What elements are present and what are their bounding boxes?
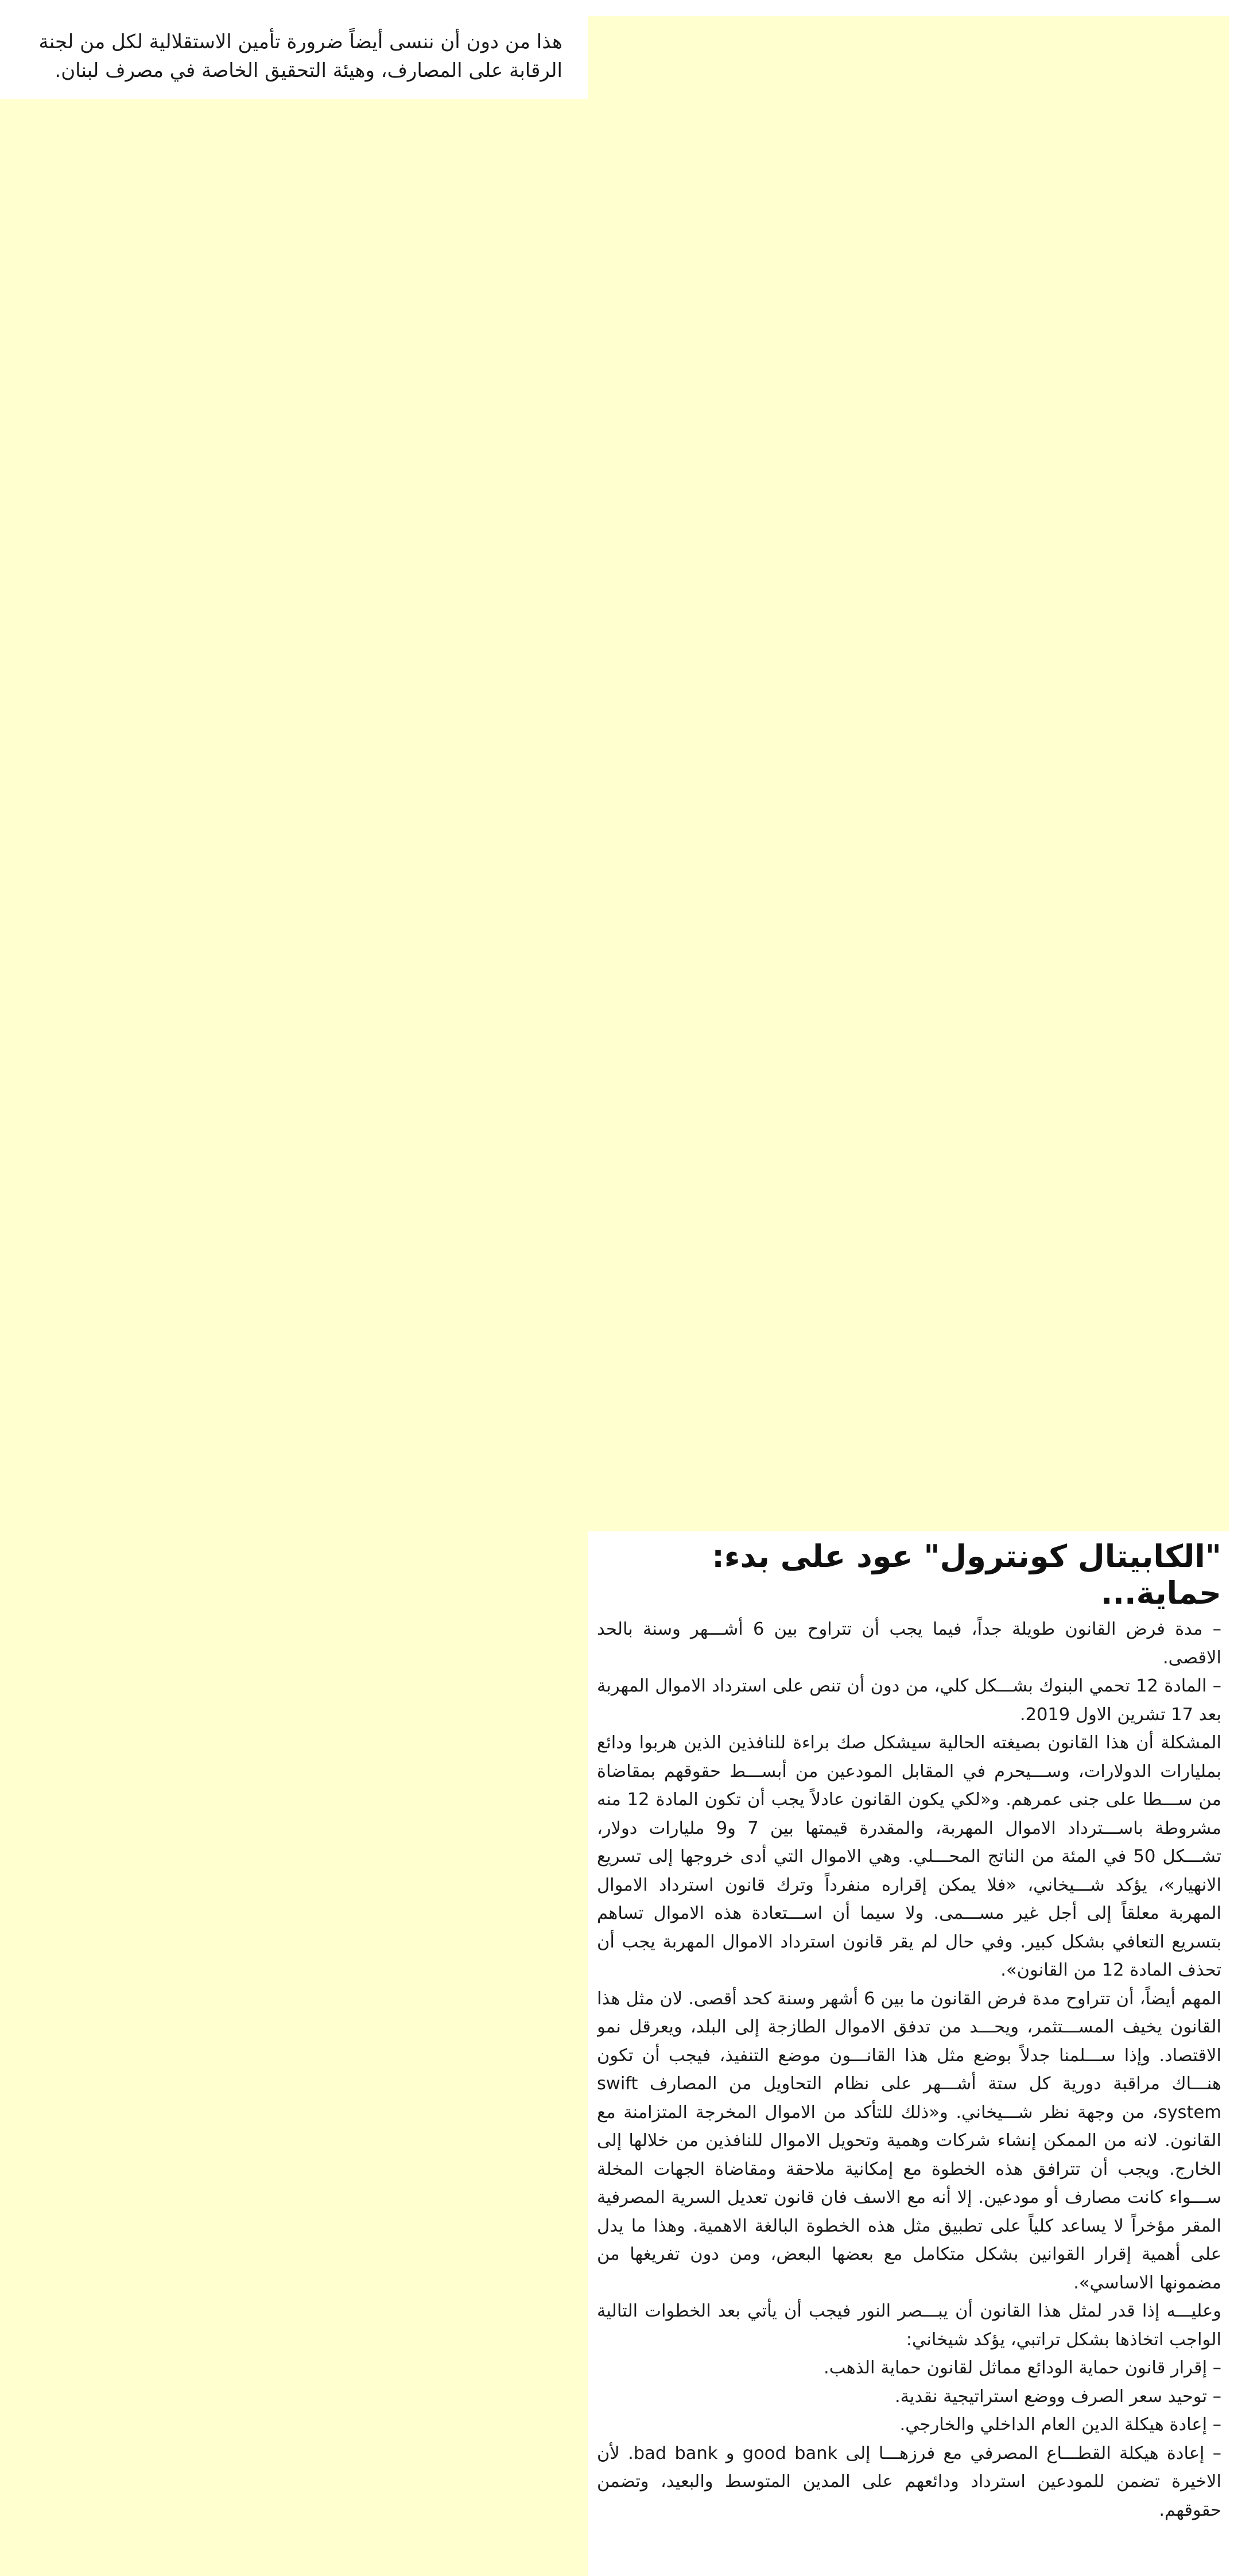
article [597,1538,1221,2571]
article-title: "الكابيتال كونترول" عود على بدء: حماية... [712,1538,1221,1611]
article-body [597,1615,1221,2524]
article-list-item: – إقرار قانون حماية الودائع مماثل لقانون حماية الذهب. [824,2358,1221,2378]
article-paragraph: – مدة فرض القانون طويلة جداً، فيما يجب أن تتراوح بين 6 أشـــهر وسنة بالحد الاقصى. [597,1619,1221,1668]
article-paragraph: وعليـــه إذا قدر لمثل هذا القانون أن يبـــصر النور فيجب أن يأتي بعد الخطوات التالية الواجب اتخاذها بشكل تراتبي، يؤكد شيخاني: [597,2301,1221,2350]
article-paragraph: المهم أيضاً، أن تتراوح مدة فرض القانون ما بين 6 أشهر وسنة كحد أقصى. لان مثل هذا القانون يخيف المســـتثمر، ويحـــد من تدفق الاموال الطازجة إلى البلد، ويعرقل نمو الاقتصاد. وإذا ســـلمنا جدلاً بوضع مثل هذا القانـــون موضع التنفيذ، فيجب أن تكون هنـــاك مراقبة دورية كل ستة أشـــهر على نظام التحاويل من المصارف swift system، من وجهة نظر شـــيخاني. و«ذلك للتأكد من الاموال المخرجة المتزامنة مع القانون. لانه من الممكن إنشاء شركات وهمية وتحويل الاموال للنافذين من خلالها إلى الخارج. ويجب أن تترافق هذه الخطوة مع إمكانية ملاحقة ومقاضاة الجهات المخلة ســـواء كانت مصارف أو مودعين. إلا أنه مع الاسف فان قانون تعديل السرية المصرفية المقر مؤخراً لا يساعد كلياً على تطبيق مثل هذه الخطوة البالغة الاهمية. وهذا ما يدل على أهمية إقرار القوانين بشكل متكامل مع بعضها البعض، ومن دون تفريغها من مضمونها الاساسي». [597,1988,1221,2293]
article-paragraph: – المادة 12 تحمي البنوك بشـــكل كلي، من دون أن تنص على استرداد الاموال المهربة بعد 17 تشرين الاول 2019. [597,1676,1221,1725]
top-note-text: هذا من دون أن ننسى أيضاً ضرورة تأمين الاستقلالية لكل من لجنة الرقابة على المصارف، وهيئة التحقيق الخاصة في مصرف لبنان. [38,30,562,82]
article-paragraph: المشكلة أن هذا القانون بصيغته الحالية سيشكل صك براءة للنافذين الذين هربوا ودائع بمليارات الدولارات، وســـيحرم في المقابل المودعين من أبســـط حقوقهم بمقاضاة من ســـطا على جنى عمرهم. و«لكي يكون القانون عادلاً يجب أن تكون المادة 12 منه مشروطة باســـترداد الاموال المهربة، والمقدرة قيمتها بين 7 و9 مليارات دولار، تشـــكل 50 في المئة من الناتج المحـــلي. وهي الاموال التي أدى خروجها إلى تسريع الانهيار»، يؤكد شـــيخاني، «فلا يمكن إقراره منفرداً وترك قانون استرداد الاموال المهربة معلقاً إلى أجل غير مســـمى. ولا سيما أن اســـتعادة هذه الاموال تساهم بتسريع التعافي بشكل كبير. وفي حال لم يقر قانون استرداد الاموال المهربة يجب أن تحذف المادة 12 من القانون». [597,1733,1221,1980]
article-list-item: – توحيد سعر الصرف ووضع استراتيجية نقدية. [894,2386,1221,2407]
article-list-item: – إعادة هيكلة الدين العام الداخلي والخارجي. [899,2415,1221,2435]
blank-column-panel-left [0,99,588,2576]
blank-column-panel-right [588,16,1229,1531]
article-list-item: – إعادة هيكلة القطـــاع المصرفي مع فرزهـــا إلى good bank و bad bank. لأن الاخيرة تضمن للمودعين استرداد ودائعهم على المدين المتوسط والبعيد، وتضمن حقوقهم. [597,2443,1221,2520]
